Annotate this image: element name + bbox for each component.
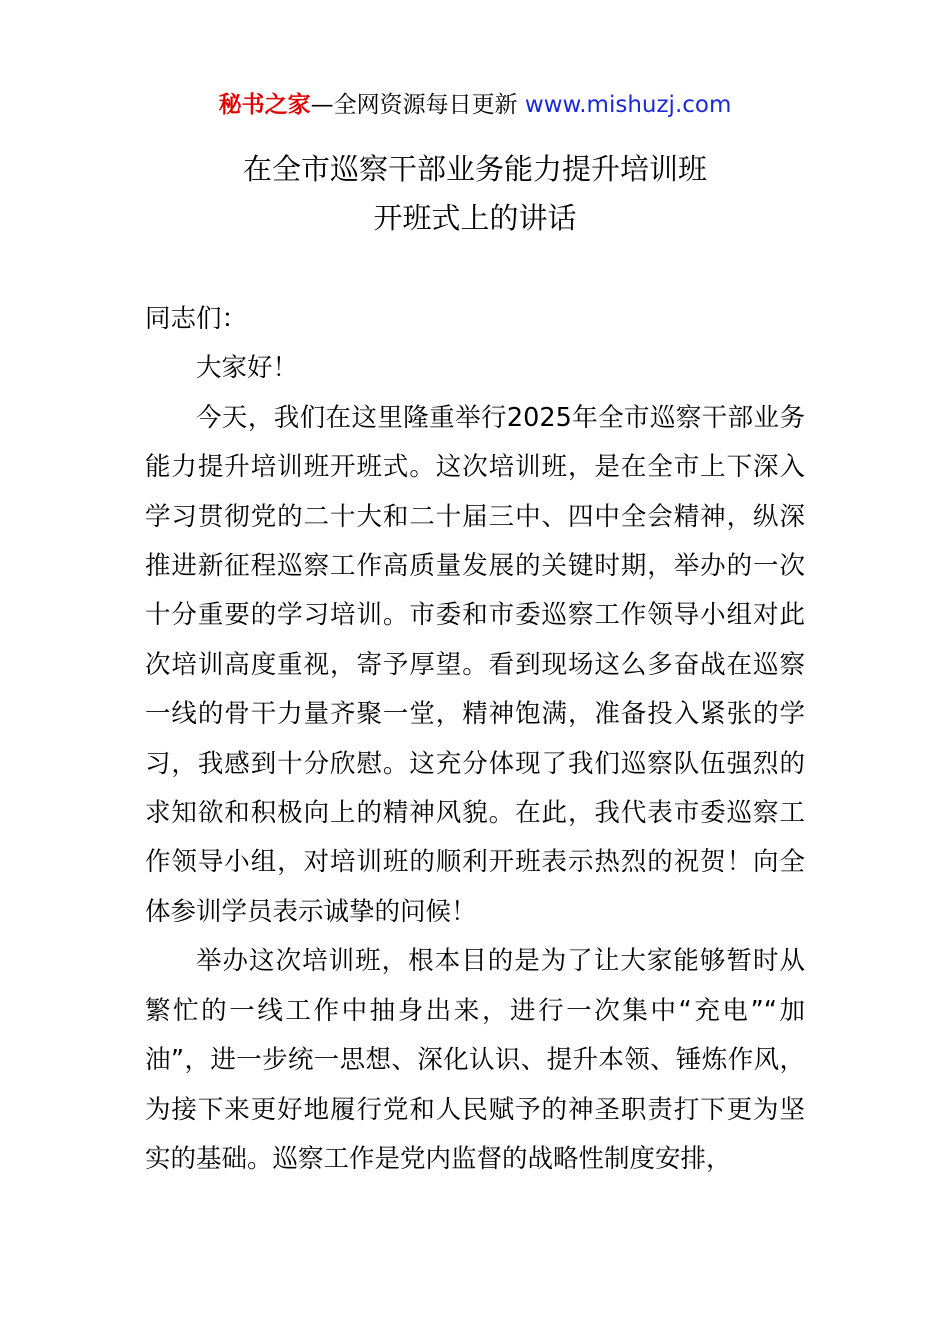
brand-name: 秘书之家 (218, 92, 311, 118)
document-title (0, 145, 950, 243)
document-body (145, 295, 805, 1184)
paragraph-1: 今天，我们在这里隆重举行2025年全市巡察干部业务能力提升培训班开班式。这次培训班，是在全市上下深入学习贯彻党的二十大和二十届三中、四中全会精神，纵深推进新征程巡察工作高质量发展的关键时期，举办的一次十分重要的学习培训。市委和市委巡察工作领导小组对此次培训高度重视，寄予厚望。看到现场这么多奋战在巡察一线的骨干力量齐聚一堂，精神饱满，准备投入紧张的学习，我感到十分欣慰。这充分体现了我们巡察队伍强烈的求知欲和积极向上的精神风貌。在此，我代表市委巡察工作领导小组，对培训班的顺利开班表示热烈的祝贺！向全体参训学员表示诚挚的问候！ (145, 402, 805, 927)
site-url-link[interactable]: www.mishuzj.com (524, 92, 732, 118)
header-tagline: —全网资源每日更新 (310, 92, 518, 118)
title-line-2: 开班式上的讲话 (373, 201, 577, 235)
greeting: 大家好！ (196, 353, 299, 384)
title-line-1: 在全市巡察干部业务能力提升培训班 (242, 152, 707, 186)
salutation: 同志们： (145, 304, 248, 334)
site-header (0, 88, 950, 122)
paragraph-2: 举办这次培训班，根本目的是为了让大家能够暂时从繁忙的一线工作中抽身出来，进行一次集中“充电”“加油”，进一步统一思想、深化认识、提升本领、锤炼作风，为接下来更好地履行党和人民赋予的神圣职责打下更为坚实的基础。巡察工作是党内监督的战略性制度安排， (145, 946, 805, 1174)
